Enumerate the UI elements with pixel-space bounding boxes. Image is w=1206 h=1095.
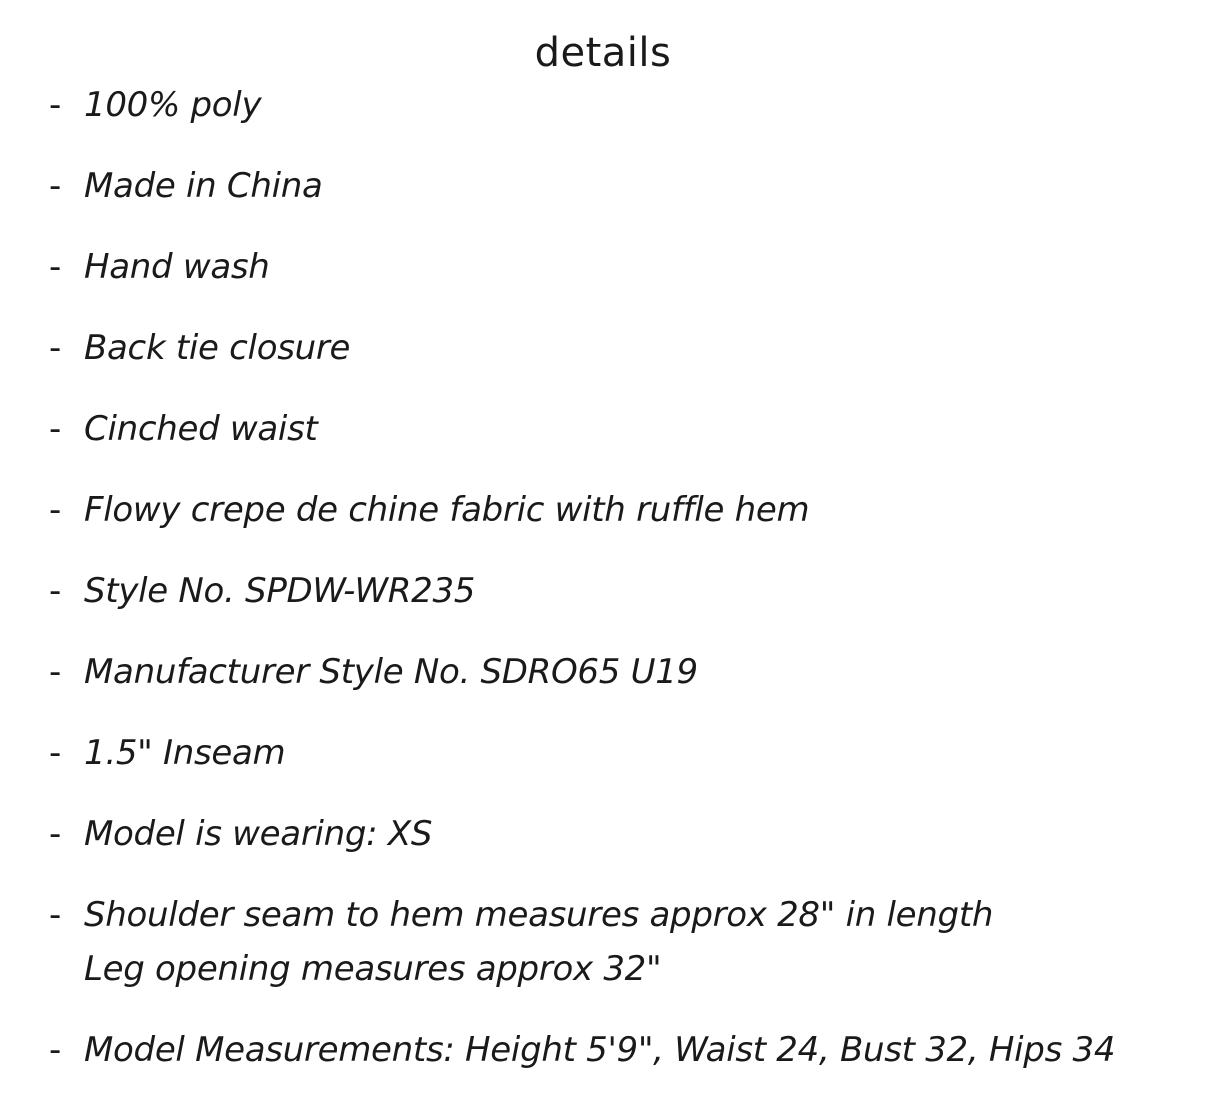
bullet-dash: - [49, 409, 62, 449]
bullet-dash: - [49, 571, 62, 611]
detail-text-continued: Leg opening measures approx 32" [84, 949, 662, 989]
bullet-dash: - [49, 166, 62, 206]
detail-text: 1.5" Inseam [84, 733, 286, 773]
detail-text: Model Measurements: Height 5'9", Waist 24, Bust 32, Hips 34 [84, 1030, 1116, 1070]
detail-text: Back tie closure [84, 328, 351, 368]
detail-text: Cinched waist [84, 409, 318, 449]
bullet-dash: - [49, 733, 62, 773]
page-title: details [534, 29, 672, 76]
bullet-dash: - [49, 652, 62, 692]
bullet-dash: - [49, 328, 62, 368]
bullet-dash: - [49, 1030, 62, 1070]
bullet-dash: - [49, 85, 62, 125]
bullet-dash: - [49, 814, 62, 854]
bullet-dash: - [49, 490, 62, 530]
detail-text: Model is wearing: XS [84, 814, 433, 854]
detail-text: 100% poly [84, 85, 262, 125]
bullet-dash: - [49, 895, 62, 935]
detail-text: Manufacturer Style No. SDRO65 U19 [84, 652, 698, 692]
detail-text: Hand wash [84, 247, 270, 287]
bullet-dash: - [49, 247, 62, 287]
detail-text: Made in China [84, 166, 323, 206]
detail-text: Shoulder seam to hem measures approx 28" in length [84, 895, 994, 935]
detail-text: Style No. SPDW-WR235 [84, 571, 476, 611]
detail-text: Flowy crepe de chine fabric with ruffle hem [84, 490, 810, 530]
